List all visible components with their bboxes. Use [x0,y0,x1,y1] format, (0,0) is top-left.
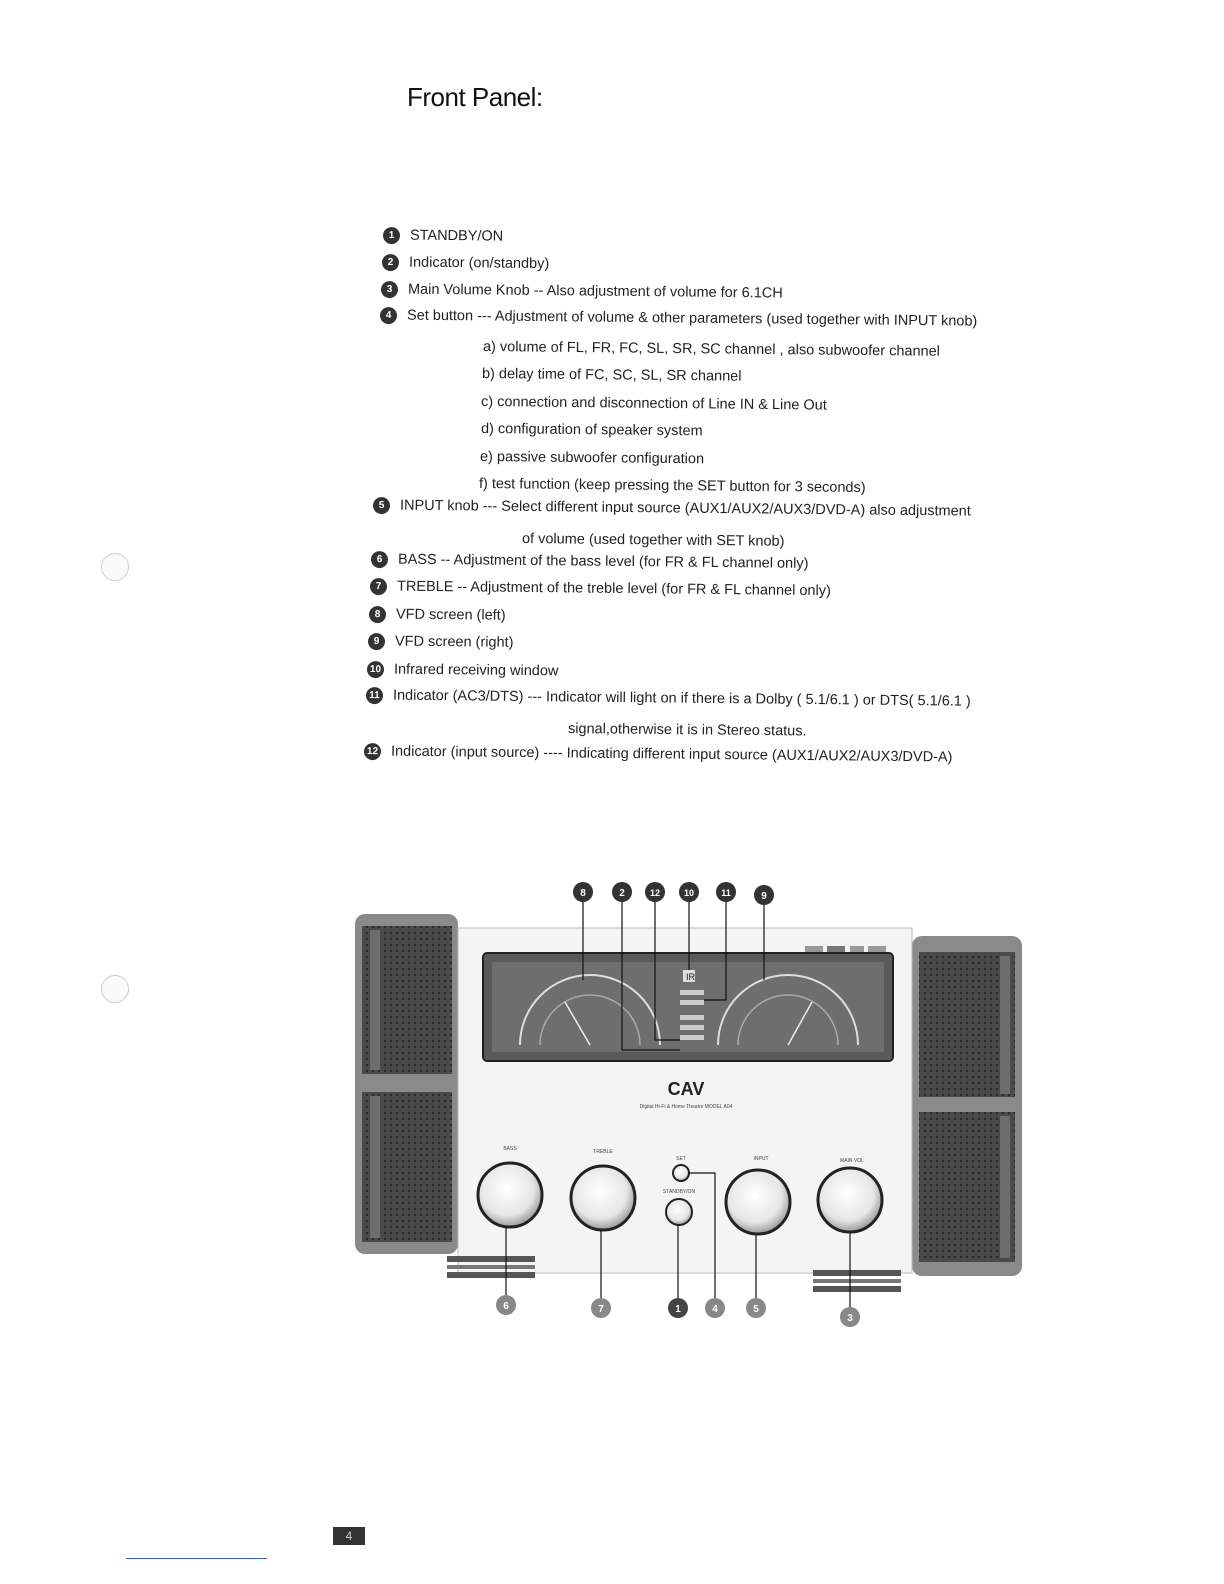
callout-number: 1 [383,227,400,244]
callout-number: 9 [368,633,385,650]
main-volume-knob [818,1168,882,1232]
bottom-callouts [496,1295,860,1327]
callout-7: 7 [598,1304,604,1315]
top-callouts [573,882,774,905]
input-continuation: of volume (used together with SET knob) [521,531,785,550]
input-knob-label: INPUT [753,1156,769,1162]
standby-button-label: STANDBY/ON [662,1189,696,1195]
callout-8: 8 [580,888,586,899]
callout-number: 5 [373,497,390,514]
callout-10: 10 [683,888,695,898]
set-sub-item-a: a) volume of FL, FR, FC, SL, SR, SC channel , also subwoofer channel [482,339,941,360]
callout-5: 5 [753,1304,759,1315]
callout-3: 3 [847,1313,853,1324]
set-sub-item-f: f) test function (keep pressing the SET button for 3 seconds) [478,476,866,497]
front-panel-illustration [340,870,1040,1340]
callout-number: 8 [369,606,386,623]
set-sub-item-b: b) delay time of FC, SC, SL, SR channel [481,366,742,385]
legend-label: BASS -- Adjustment of the bass level (for FR & FL channel only) [397,551,809,572]
standby-button [666,1199,692,1225]
treble-knob [571,1166,635,1230]
callout-number: 6 [371,551,388,568]
legend-item-11 [366,687,971,710]
callout-6: 6 [503,1301,509,1312]
ac3-continuation: signal,otherwise it is in Stereo status. [567,721,807,740]
input-knob [726,1170,790,1234]
legend-label: Infrared receiving window [393,661,559,680]
callout-number: 7 [370,578,387,595]
legend-label: INPUT knob --- Select different input source (AUX1/AUX2/AUX3/DVD-A) also adjustment [399,497,971,520]
legend-label: TREBLE -- Adjustment of the treble level (for FR & FL channel only) [396,578,831,600]
ir-window-label: IR [686,972,695,982]
legend-item-3 [381,281,783,302]
callout-12: 12 [649,888,661,898]
callout-number: 11 [366,687,383,704]
callout-number: 2 [382,254,399,271]
legend-item-6 [371,551,809,573]
page-title: Front Panel: [407,82,543,112]
callout-2: 2 [619,888,625,899]
set-sub-item-e: e) passive subwoofer configuration [479,449,705,468]
legend-label: Indicator (on/standby) [408,254,550,273]
binder-hole [101,553,129,581]
bass-knob [478,1163,542,1227]
legend-item-7 [370,578,831,600]
brand-tagline: Digital Hi-Fi & Home Theatre MODEL A04 [639,1104,733,1110]
left-side-panel [355,914,458,1254]
legend-label: Set button --- Adjustment of volume & other parameters (used together with INPUT knob) [406,307,978,330]
legend-label: Indicator (AC3/DTS) --- Indicator will light on if there is a Dolby ( 5.1/6.1 ) or DTS( 5.1/6.1 ) [392,687,971,710]
brand-logo: CAV [667,1079,705,1099]
bass-knob-label: BASS [503,1146,517,1152]
binder-hole [101,975,129,1003]
footer-rule [126,1558,267,1559]
set-sub-item-d: d) configuration of speaker system [480,421,703,440]
legend-item-1 [383,227,503,245]
callout-number: 4 [380,307,397,324]
vfd-display-window [483,953,893,1061]
legend-label: VFD screen (right) [394,633,514,651]
front-panel-diagram [340,870,1040,1340]
callout-number: 3 [381,281,398,298]
set-sub-item-c: c) connection and disconnection of Line IN & Line Out [480,394,827,414]
legend-item-2 [382,254,549,273]
set-button-label: SET [676,1156,686,1162]
callout-number: 10 [367,661,384,678]
main-volume-knob-label: MAIN VOL [840,1158,864,1164]
callout-11: 11 [721,888,731,898]
legend-item-8 [369,606,506,624]
legend-label: Indicator (input source) ---- Indicating different input source (AUX1/AUX2/AUX3/DVD-A) [390,743,953,766]
callout-4: 4 [712,1304,718,1315]
set-button [673,1165,689,1181]
legend-item-12 [364,743,953,766]
callout-9: 9 [761,891,767,902]
legend-item-4 [380,307,977,330]
page-number: 4 [333,1527,365,1545]
legend-item-5 [373,497,971,520]
legend-label: Main Volume Knob -- Also adjustment of volume for 6.1CH [407,281,783,302]
callout-number: 12 [364,743,381,760]
legend-label: VFD screen (left) [395,606,506,624]
legend-item-10 [367,661,559,680]
right-side-panel [912,936,1022,1276]
legend-label: STANDBY/ON [409,227,504,245]
treble-knob-label: TREBLE [593,1149,613,1155]
callout-1: 1 [675,1304,681,1315]
legend-item-9 [368,633,514,652]
